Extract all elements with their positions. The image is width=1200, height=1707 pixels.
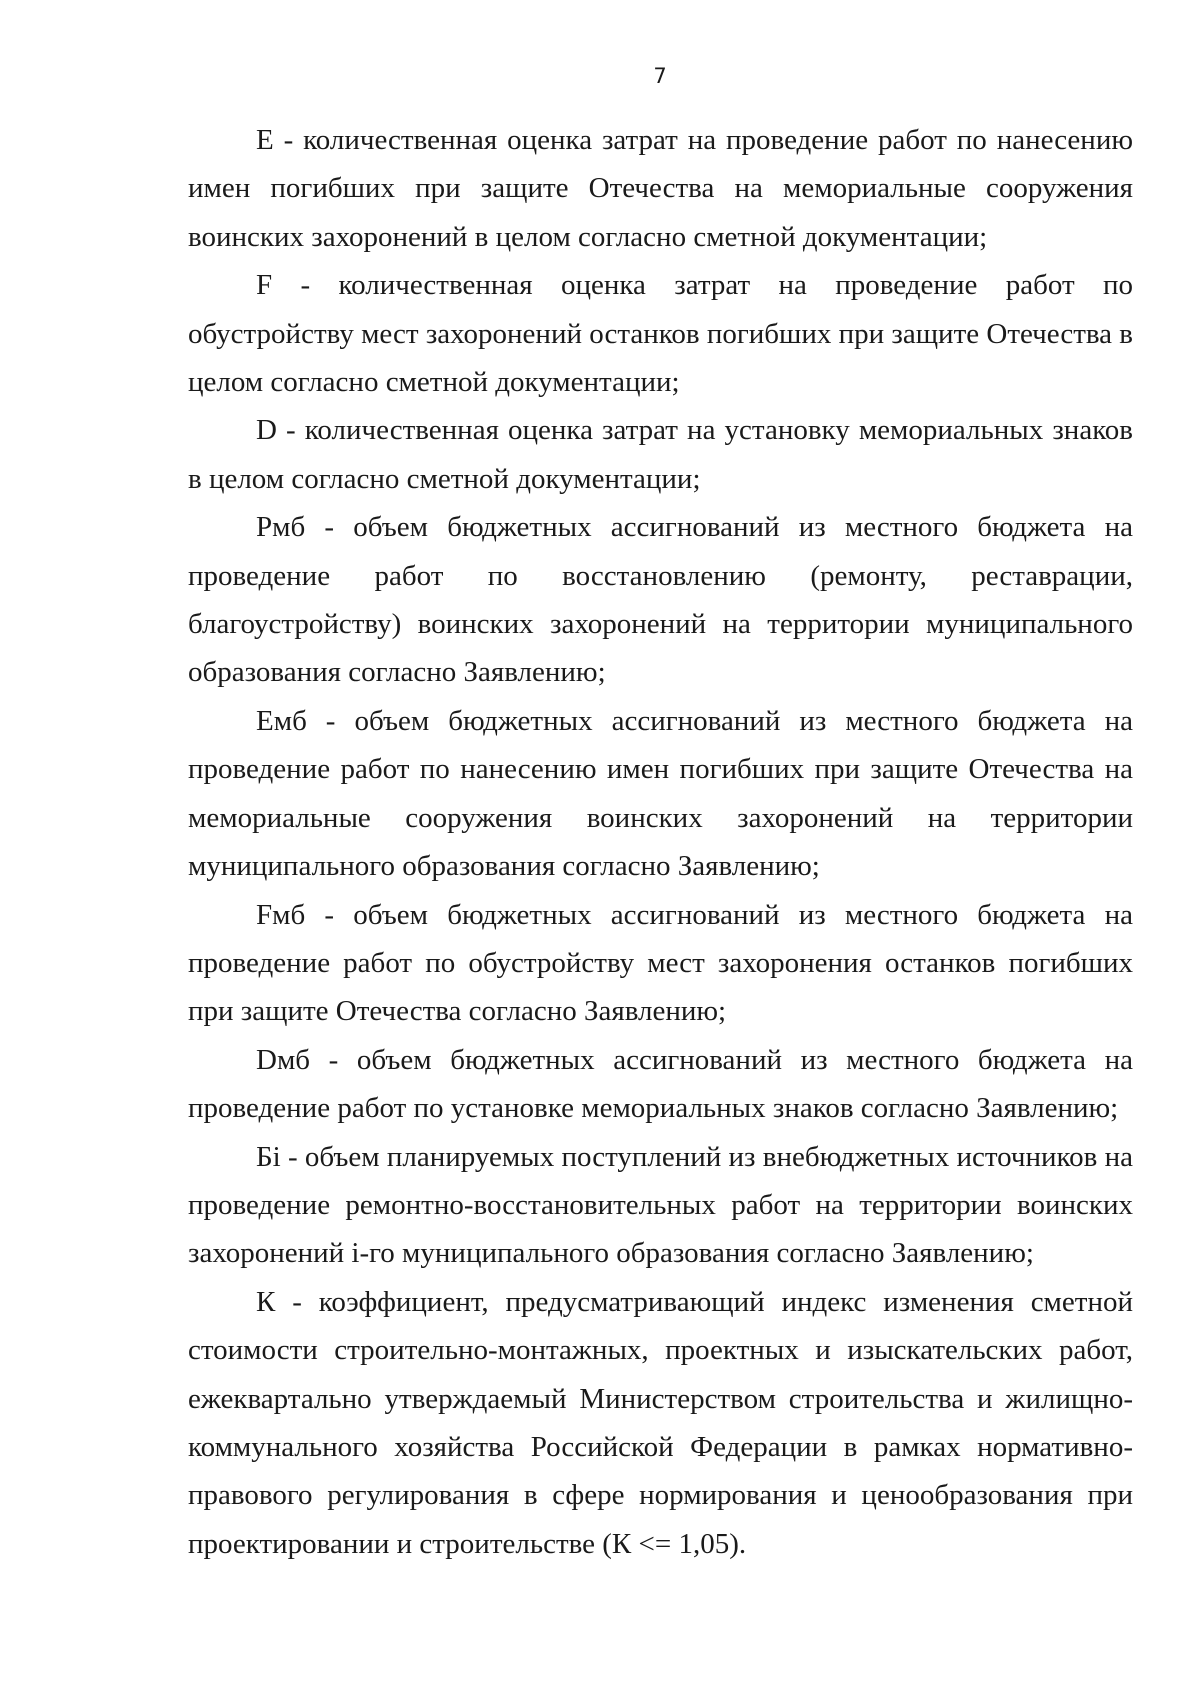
document-body	[188, 116, 1133, 1568]
paragraph-k-definition: К - коэффициент, предусматривающий индекс изменения сметной стоимости строительно-монтажных, проектных и изыскательских работ, ежеквартально утверждаемый Министерством строительства и жилищно-коммунального хозяйства Российской Федерации в рамках нормативно-правового регулирования в сфере нормирования и ценообразования при проектировании и строительстве (К <= 1,05).	[188, 1285, 1133, 1560]
paragraph-bi-definition: Бi - объем планируемых поступлений из внебюджетных источников на проведение ремонтно-восстановительных работ на территории воинских захоронений i-го муниципального образования согласно Заявлению;	[188, 1140, 1134, 1270]
page-number: 7	[653, 64, 667, 88]
paragraph-f-definition: F - количественная оценка затрат на проведение работ по обустройству мест захоронений останков погибших при защите Отечества в целом согласно сметной документации;	[188, 269, 1133, 399]
paragraph-fmb-definition: Fмб - объем бюджетных ассигнований из местного бюджета на проведение работ по обустройству мест захоронения останков погибших при защите Отечества согласно Заявлению;	[188, 898, 1133, 1028]
paragraph-rmb-definition: Рмб - объем бюджетных ассигнований из местного бюджета на проведение работ по восстановлению (ремонту, реставрации, благоустройству) воинских захоронений на территории муниципального образования согласно Заявлению;	[188, 511, 1133, 689]
paragraph-dmb-definition: Dмб - объем бюджетных ассигнований из местного бюджета на проведение работ по установке мемориальных знаков согласно Заявлению;	[188, 1043, 1133, 1125]
paragraph-d-definition: D - количественная оценка затрат на установку мемориальных знаков в целом согласно сметной документации;	[188, 414, 1133, 495]
paragraph-e-definition: E - количественная оценка затрат на проведение работ по нанесению имен погибших при защите Отечества на мемориальные сооружения воинских захоронений в целом согласно сметной документации;	[188, 124, 1133, 253]
paragraph-emb-definition: Емб - объем бюджетных ассигнований из местного бюджета на проведение работ по нанесению имен погибших при защите Отечества на мемориальные сооружения воинских захоронений на территории муниципального образования согласно Заявлению;	[188, 704, 1133, 883]
